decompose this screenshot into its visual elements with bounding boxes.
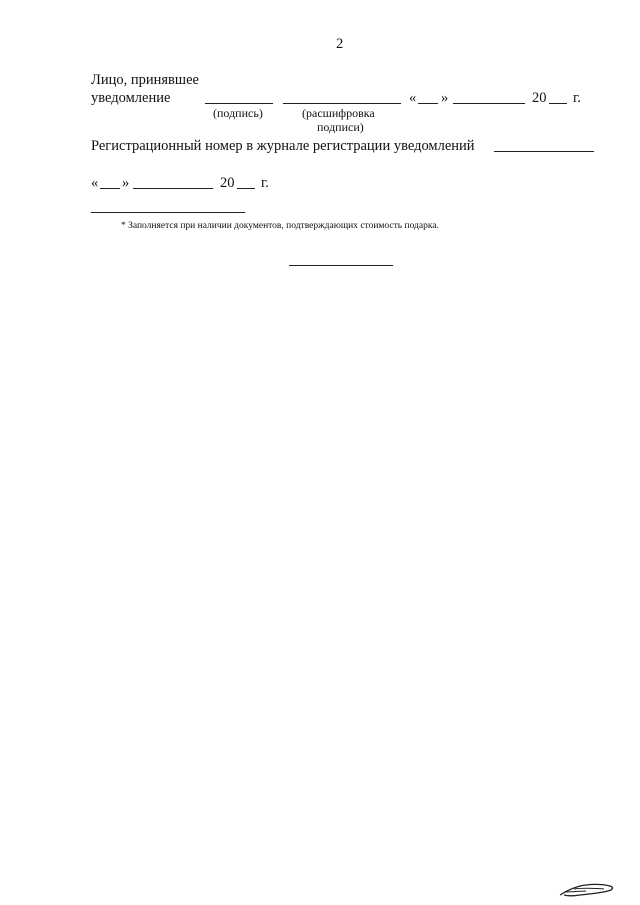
footnote-separator: [91, 212, 245, 213]
page-number: 2: [336, 36, 344, 52]
date-year-line: [237, 188, 255, 189]
decoding-caption-line2: подписи): [317, 120, 364, 134]
signature-caption: (подпись): [213, 106, 263, 120]
date-day-line: [100, 188, 120, 189]
receiver-year-line: [549, 103, 567, 104]
receiver-day-line: [418, 103, 438, 104]
date-year-prefix: 20: [220, 175, 235, 191]
receiver-close-quote: »: [441, 90, 449, 106]
receiver-label-line2: уведомление: [91, 90, 171, 106]
date-open-quote: «: [91, 175, 99, 191]
receiver-month-line: [453, 103, 525, 104]
footnote-text: * Заполняется при наличии документов, подтверждающих стоимость подарка.: [121, 221, 439, 231]
date-year-suffix: г.: [261, 175, 269, 191]
receiver-open-quote: «: [409, 90, 417, 106]
signature-line: [205, 103, 273, 104]
decoding-caption-line1: (расшифровка: [302, 106, 375, 120]
registration-number-line: [494, 151, 594, 152]
date-month-line: [133, 188, 213, 189]
date-close-quote: »: [122, 175, 130, 191]
receiver-year-prefix: 20: [532, 90, 547, 106]
receiver-label-line1: Лицо, принявшее: [91, 72, 199, 88]
end-line: [289, 265, 393, 266]
handwritten-mark: [556, 880, 618, 900]
receiver-year-suffix: г.: [573, 90, 581, 106]
registration-label: Регистрационный номер в журнале регистрации уведомлений: [91, 138, 475, 154]
signature-decoding-line: [283, 103, 401, 104]
